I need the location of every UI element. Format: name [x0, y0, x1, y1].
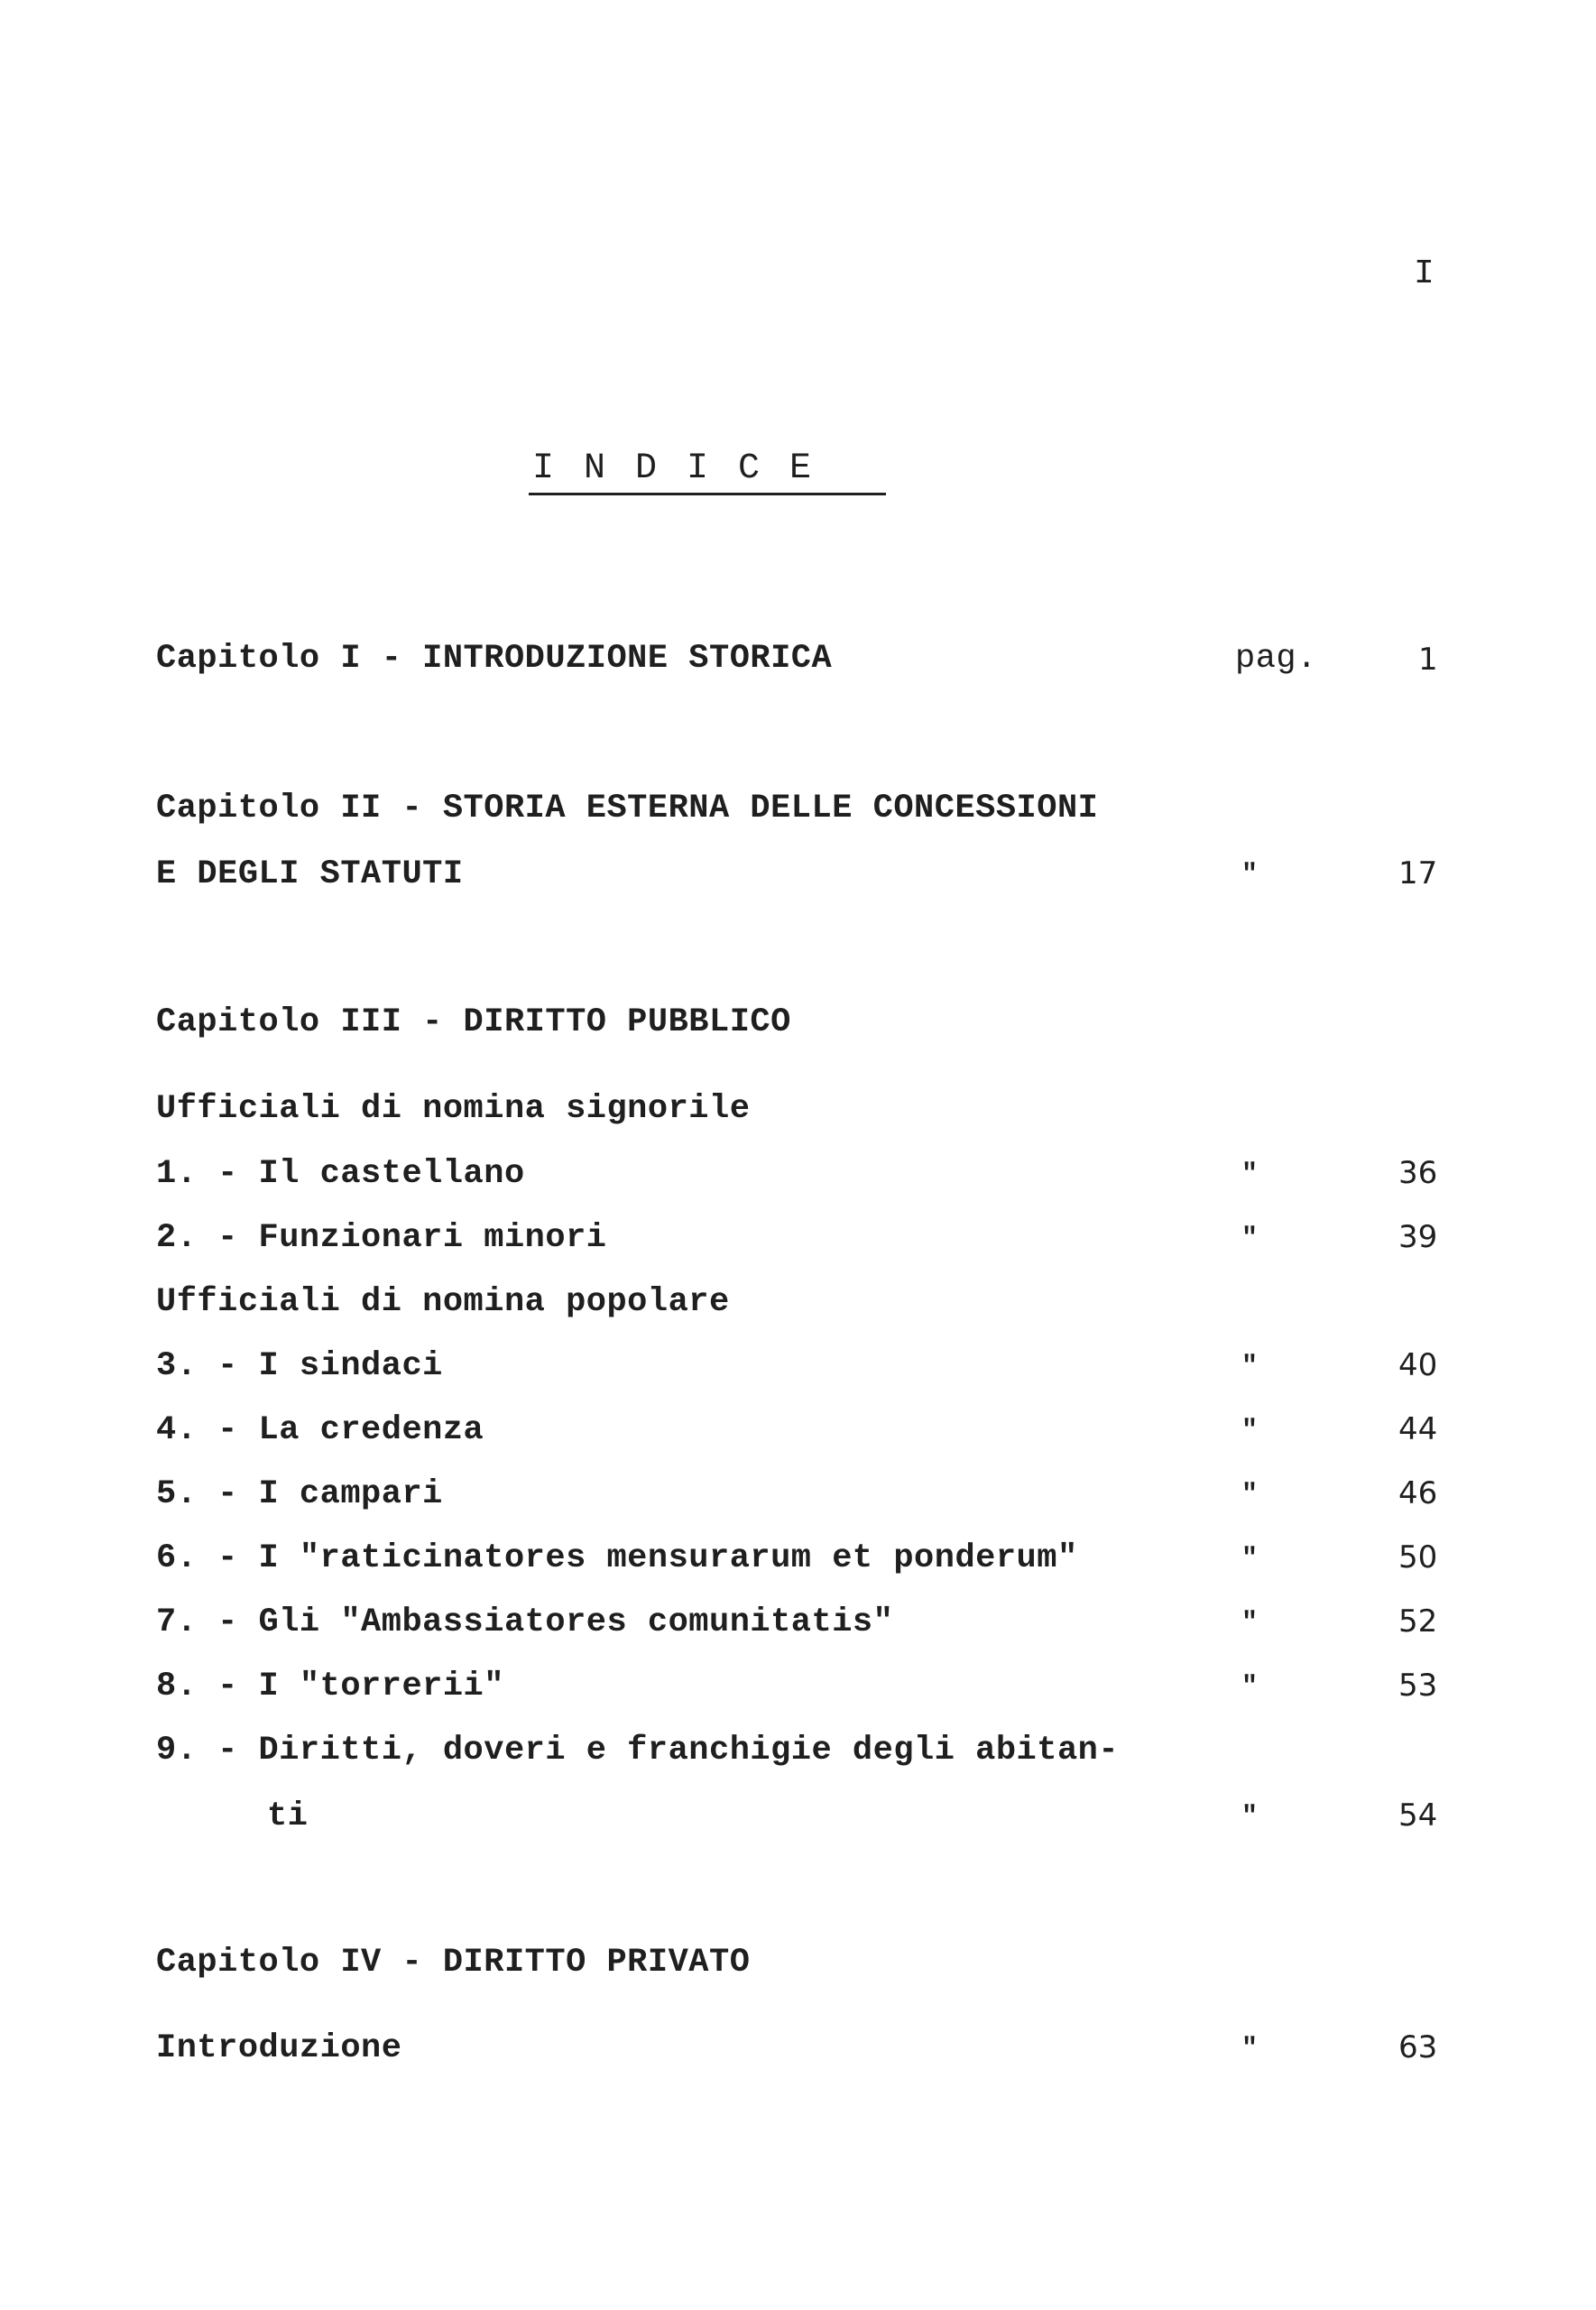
toc-chapter-1: Capitolo I - INTRODUZIONE STORICA — [156, 640, 833, 678]
toc-chapter-2: Capitolo II - STORIA ESTERNA DELLE CONCESSIONI — [156, 790, 1099, 827]
page-title: INDICE — [532, 448, 842, 489]
ditto-mark: " — [1241, 1608, 1259, 1639]
toc-page-number: 53 — [1398, 1668, 1438, 1704]
toc-section-heading: Ufficiali di nomina popolare — [156, 1283, 730, 1321]
toc-item: 7. - Gli "Ambassiatores comunitatis" — [156, 1603, 894, 1641]
toc-page-number: 46 — [1398, 1475, 1438, 1511]
pag-label: pag. — [1235, 640, 1317, 678]
ditto-mark: " — [1241, 1352, 1259, 1382]
ditto-mark: " — [1241, 2034, 1259, 2065]
toc-page-number: 1 — [1418, 642, 1438, 678]
toc-item: 2. - Funzionari minori — [156, 1219, 607, 1257]
toc-chapter-3: Capitolo III - DIRITTO PUBBLICO — [156, 1003, 791, 1041]
toc-item: 1. - Il castellano — [156, 1155, 525, 1193]
ditto-mark: " — [1241, 1224, 1259, 1254]
page-number: I — [1414, 254, 1435, 293]
toc-item: 3. - I sindaci — [156, 1347, 443, 1385]
toc-item: 6. - I "raticinatores mensurarum et ponderum" — [156, 1539, 1078, 1577]
toc-page-number: 52 — [1398, 1603, 1438, 1640]
toc-page-number: 50 — [1398, 1539, 1438, 1575]
toc-item: 9. - Diritti, doveri e franchigie degli abitan- — [156, 1732, 1120, 1769]
ditto-mark: " — [1241, 860, 1259, 891]
title-underline — [529, 493, 886, 495]
toc-chapter-4: Capitolo IV - DIRITTO PRIVATO — [156, 1944, 751, 1982]
ditto-mark: " — [1241, 1544, 1259, 1575]
toc-item: 5. - I campari — [156, 1475, 443, 1513]
toc-page-number: 36 — [1398, 1155, 1438, 1191]
toc-item: Introduzione — [156, 2029, 402, 2067]
toc-item: 4. - La credenza — [156, 1411, 484, 1449]
toc-page-number: 44 — [1398, 1411, 1438, 1447]
toc-page-number: 54 — [1398, 1797, 1438, 1834]
toc-page-number: 63 — [1398, 2029, 1438, 2065]
toc-item: 8. - I "torrerii" — [156, 1668, 504, 1705]
toc-item-cont: ti — [267, 1797, 309, 1835]
toc-section-heading: Ufficiali di nomina signorile — [156, 1090, 751, 1128]
ditto-mark: " — [1241, 1802, 1259, 1833]
ditto-mark: " — [1241, 1416, 1259, 1446]
ditto-mark: " — [1241, 1672, 1259, 1703]
toc-page-number: 40 — [1398, 1347, 1438, 1383]
ditto-mark: " — [1241, 1160, 1259, 1190]
toc-chapter-2-cont: E DEGLI STATUTI — [156, 855, 464, 893]
toc-page-number: 17 — [1398, 855, 1438, 892]
ditto-mark: " — [1241, 1480, 1259, 1511]
toc-page-number: 39 — [1398, 1219, 1438, 1255]
